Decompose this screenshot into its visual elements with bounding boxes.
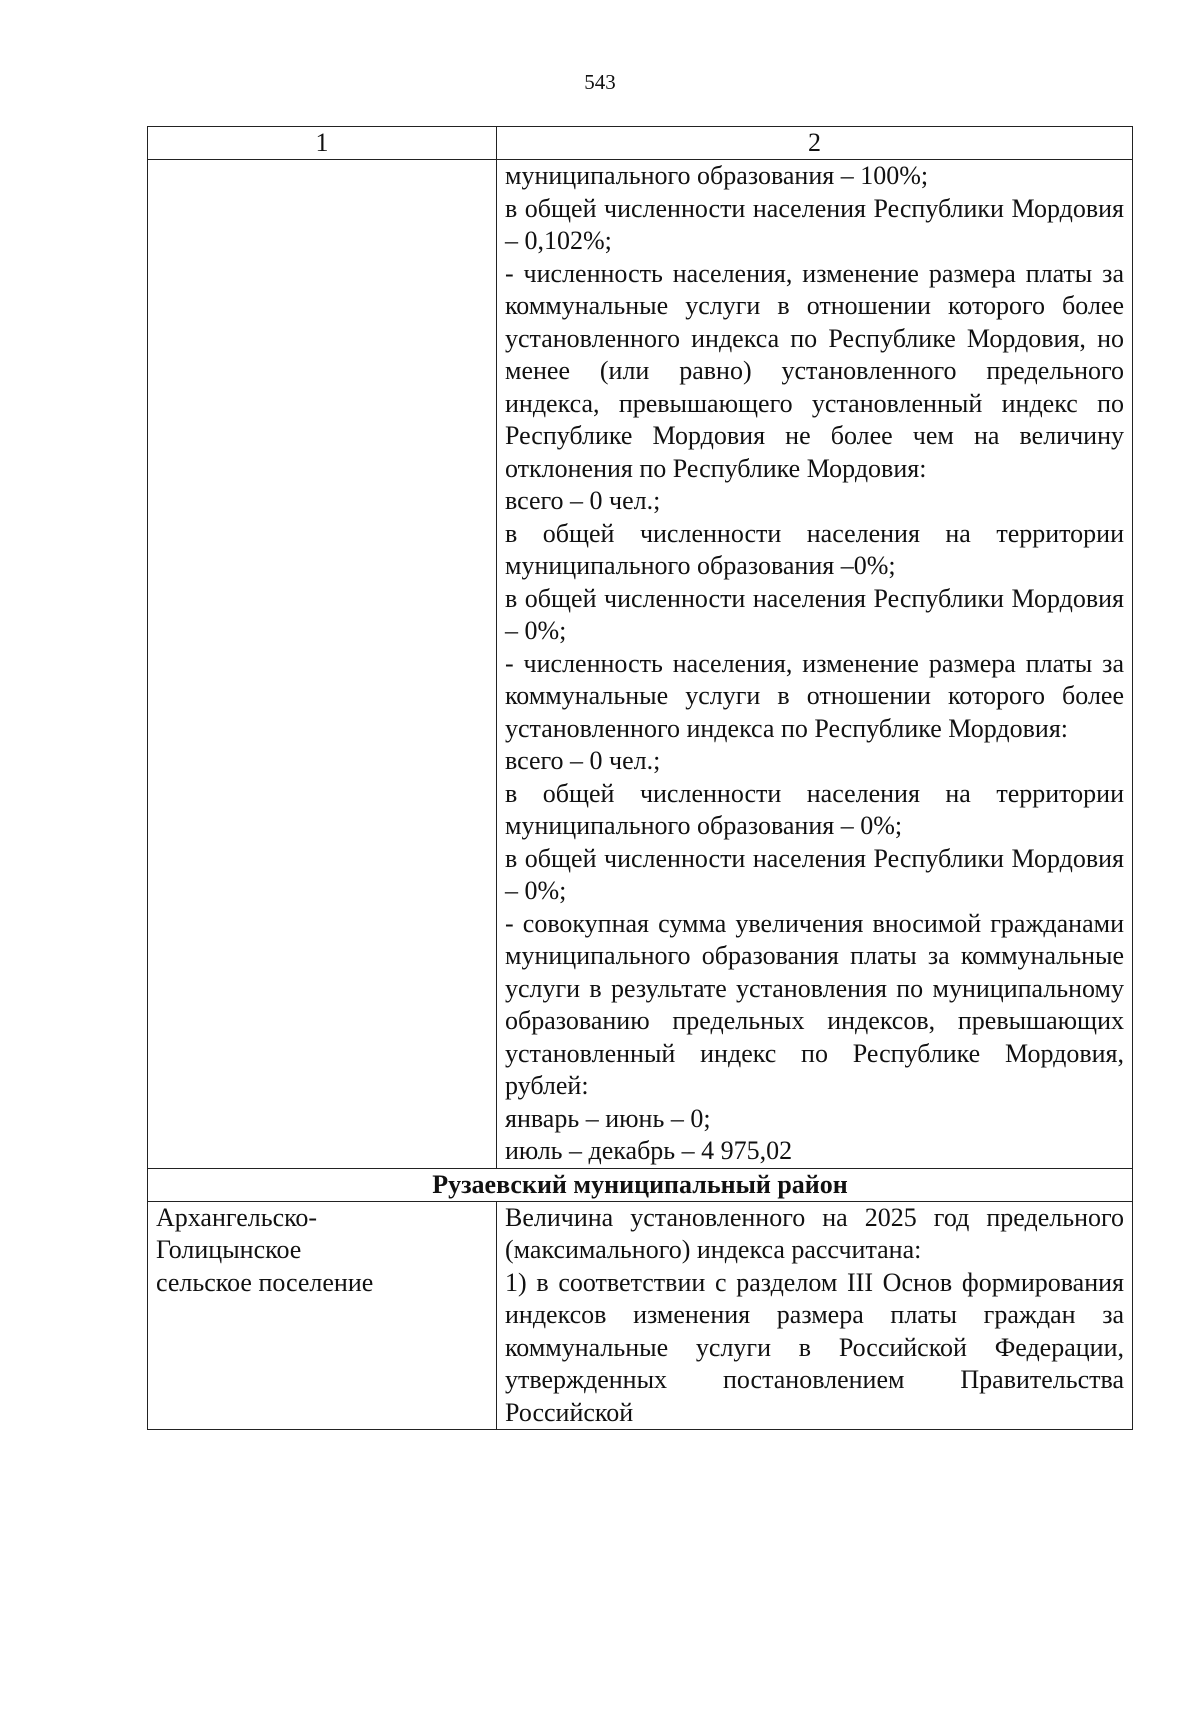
page-number: 543 <box>584 70 616 94</box>
paragraph: июль – декабрь – 4 975,02 <box>505 1136 793 1165</box>
paragraph: - численность населения, изменение размера платы за коммунальные услуги в отношении которого более установленного индекса по Республике Мордовия: <box>505 648 1124 743</box>
paragraph: в общей численности населения Республики Мордовия – 0%; <box>505 583 1124 645</box>
description-cell <box>497 1201 1133 1430</box>
document-table <box>147 126 1133 1430</box>
header-cell-2: 2 <box>497 127 1133 160</box>
paragraph: муниципального образования – 100%; <box>505 161 929 190</box>
table-row <box>148 160 1133 1169</box>
paragraph: Величина установленного на 2025 год предельного (максимального) индекса рассчитана: <box>505 1202 1124 1264</box>
paragraph: январь – июнь – 0; <box>505 1103 711 1133</box>
municipality-cell <box>148 160 497 1169</box>
table-row <box>148 1201 1133 1430</box>
description-cell <box>497 160 1133 1169</box>
paragraph: - совокупная сумма увеличения вносимой гражданами муниципального образования платы за коммунальные услуги в результате установления по муниципальному образованию предельных индексов, превышающих установленный индекс по Республике Мордовия, рублей: <box>505 908 1124 1100</box>
paragraph: всего – 0 чел.; <box>505 746 661 775</box>
table-header-row <box>148 127 1133 160</box>
paragraph: в общей численности населения на территории муниципального образования – 0%; <box>505 778 1124 840</box>
paragraph: в общей численности населения Республики Мордовия – 0%; <box>505 843 1124 905</box>
section-title: Рузаевский муниципальный район <box>148 1168 1133 1201</box>
paragraph: 1) в соответствии с разделом III Основ формирования индексов изменения размера платы граждан за коммунальные услуги в Российской Федерации, утвержденных постановлением Правительства Российской <box>505 1267 1124 1427</box>
paragraph: - численность населения, изменение размера платы за коммунальные услуги в отношении которого более установленного индекса по Республике Мордовия, но менее (или равно) установленного предельного индекса, превышающего установленный индекс по Республике Мордовия не более чем на величину отклонения по Республике Мордовия: <box>505 258 1124 483</box>
paragraph: всего – 0 чел.; <box>505 486 661 515</box>
header-cell-1: 1 <box>148 127 497 160</box>
municipality-name: Архангельско-Голицынское сельское поселение <box>156 1202 374 1297</box>
section-header-row <box>148 1168 1133 1201</box>
municipality-cell <box>148 1201 497 1430</box>
paragraph: в общей численности населения Республики Мордовия – 0,102%; <box>505 193 1124 255</box>
paragraph: в общей численности населения на территории муниципального образования –0%; <box>505 518 1124 580</box>
